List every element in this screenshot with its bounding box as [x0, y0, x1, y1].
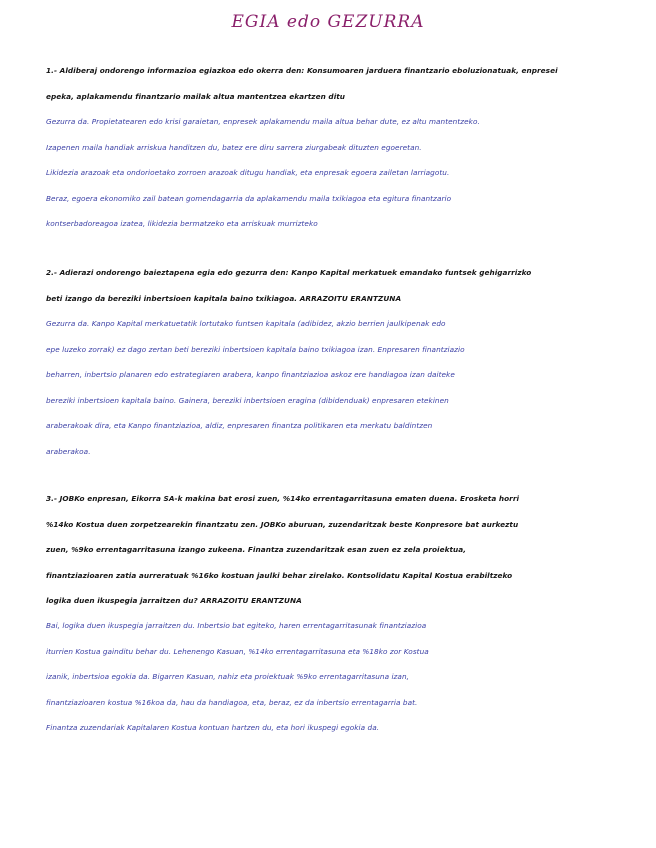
question-line: %14ko Kostua duen zorpetzearekin finantzatu zen. JOBKo aburuan, zuzendaritzak beste Konpresore bat aurkeztu [46, 519, 519, 529]
answer-line: iturrien Kostua gainditu behar du. Lehenengo Kasuan, %14ko errentagarritasuna eta %18ko zor Kostua [46, 646, 429, 656]
answer-line: araberakoa. [46, 446, 91, 456]
question-line: 2.- Adierazi ondorengo baieztapena egia edo gezurra den: Kanpo Kapital merkatuek emandako funtsek gehigarrizko [46, 268, 532, 277]
question-1 [46, 58, 632, 109]
answer-3 [46, 613, 632, 741]
answer-line: kontserbadoreagoa izatea, likidezia bermatzeko eta arriskuak murrizteko [46, 219, 318, 228]
answer-line: Finantza zuzendariak Kapitalaren Kostua kontuan hartzen du, eta hori ikuspegi egokia da. [46, 723, 380, 732]
answer-line: Beraz, egoera ekonomiko zail batean gomendagarria da aplakamendu maila txikiagoa eta egitura finantzario [46, 193, 452, 203]
answer-line: bereziki inbertsioen kapitala baino. Gainera, bereziki inbertsioen eragina (dibidenduak) enpresaren etekinen [46, 395, 449, 405]
question-line: 1.- Aldiberaj ondorengo informazioa egiazkoa edo okerra den: Konsumoaren jarduera finantzario eboluzionatuak, enpresei [46, 66, 558, 75]
question-line: zuen, %9ko errentagarritasuna izango zukeena. Finantza zuzendaritzak esan zuen ez zela proiektua, [46, 545, 467, 554]
answer-2 [46, 311, 632, 464]
answer-line: Bai, logika duen ikuspegia jarraitzen du. Inbertsio bat egiteko, haren errentagarritasunak finantziazioa [46, 621, 427, 630]
question-line: 3.- JOBKo enpresan, Eikorra SA-k makina bat erosi zuen, %14ko errentagarritasuna ematen duena. Erosketa horri [46, 494, 520, 503]
question-line: epeka, aplakamendu finantzario mailak altua mantentzea ekartzen ditu [46, 91, 346, 101]
question-line: logika duen ikuspegia jarraitzen du? ARRAZOITU ERANTZUNA [46, 596, 302, 605]
question-line: beti izango da bereziki inbertsioen kapitala baino txikiagoa. ARRAZOITU ERANTZUNA [46, 293, 402, 303]
answer-line: Gezurra da. Kanpo Kapital merkatuetatik lortutako funtsen kapitala (adibidez, akzio berrien jaulkipenak edo [46, 319, 446, 328]
answer-line: epe luzeko zorrak) ez dago zertan beti bereziki inbertsioen kapitala baino txikiagoa izan. Enpresaren finantziazio [46, 344, 465, 354]
answer-line: Likidezia arazoak eta ondorioetako zorroen arazoak ditugu handiak, eta enpresak egoera zailetan larriagotu. [46, 168, 450, 177]
answer-line: beharren, inbertsio planaren edo estrategiaren arabera, kanpo finantziazioa askoz ere handiagoa izan daiteke [46, 370, 455, 379]
question-3 [46, 486, 632, 614]
question-line: finantziazioaren zatia aurreratuak %16ko kostuan jaulki behar zirelako. Kontsolidatu Kapital Kostua erabiltzeko [46, 570, 513, 580]
answer-line: izanik, inbertsioa egokia da. Bigarren Kasuan, nahiz eta proiektuak %9ko errentagarritasuna izan, [46, 672, 409, 681]
question-2 [46, 260, 632, 311]
answer-line: Gezurra da. Propietatearen edo krisi garaietan, enpresek aplakamendu maila altua behar dute, ez altu mantentzeko. [46, 117, 480, 126]
answer-line: finantziazioaren kostua %16koa da, hau da handiagoa, eta, beraz, ez da inbertsio errentagarria bat. [46, 697, 418, 707]
answer-line: Izapenen maila handiak arriskua handitzen du, batez ere diru sarrera ziurgabeak dituzten egoeretan. [46, 142, 422, 152]
answer-1 [46, 109, 632, 237]
document-title: EGIA edo GEZURRA [231, 12, 425, 32]
answer-line: araberakoak dira, eta Kanpo finantziazioa, aldiz, enpresaren finantza politikaren eta merkatu baldintzen [46, 421, 433, 430]
